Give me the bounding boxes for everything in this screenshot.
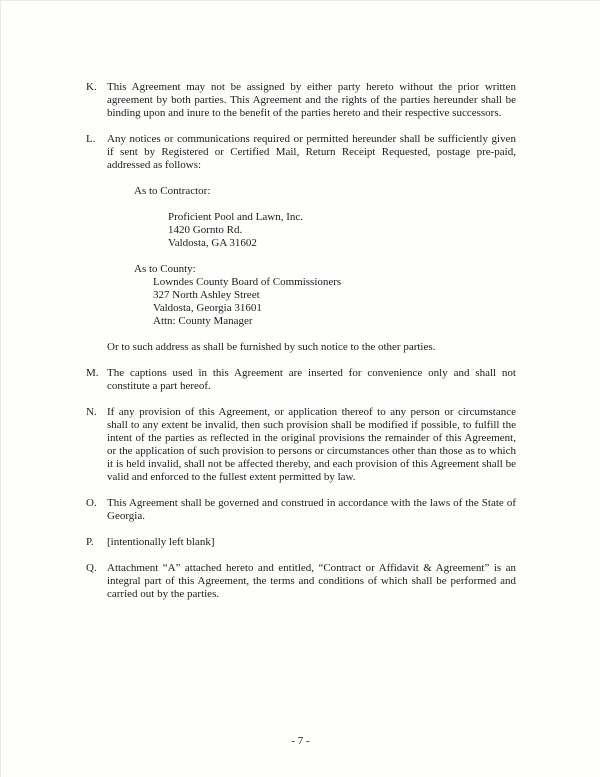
paragraph-q-label: Q.	[86, 562, 97, 574]
paragraph-o-text: This Agreement shall be governed and construed in accordance with the laws of the State of Georgia.	[107, 497, 516, 522]
contractor-address	[168, 211, 516, 250]
paragraph-l-text: Any notices or communications required or permitted hereunder shall be sufficiently given if sent by Registered or Certified Mail, Return Receipt Requested, postage pre-paid, addressed as follows:	[107, 133, 516, 171]
document-body	[86, 81, 516, 614]
county-heading: As to County:	[134, 263, 196, 275]
page-number: - 7 -	[291, 735, 310, 747]
paragraph-n-text: If any provision of this Agreement, or application thereof to any person or circumstance shall to any extent be invalid, then such provision shall be modified if possible, to fulfill the intent of the parties as reflected in the original provisions the remainder of this Agreement, or the application of such provision to persons or circumstances other than those as to which it is held invalid, shall not be affected thereby, and each provision of this Agreement shall be valid and enforced to the fullest extent permitted by law.	[107, 406, 516, 483]
county-address-line: Lowndes County Board of Commissioners	[153, 276, 342, 288]
paragraph-n-label: N.	[86, 406, 97, 418]
contractor-heading: As to Contractor:	[134, 185, 211, 197]
county-address	[153, 276, 516, 328]
paragraph-l-label: L.	[86, 133, 96, 145]
paragraph-m-label: M.	[86, 367, 99, 379]
paragraph-o-label: O.	[86, 497, 97, 509]
paragraph-l	[86, 133, 516, 354]
paragraph-l-closing: Or to such address as shall be furnished by such notice to the other parties.	[107, 341, 436, 353]
paragraph-q-text: Attachment “A” attached hereto and entitled, “Contract or Affidavit & Agreement” is an integral part of this Agreement, the terms and conditions of which shall be performed and carried out by the parties.	[107, 562, 516, 600]
county-address-line: 327 North Ashley Street	[153, 289, 260, 301]
paragraph-k-label: K.	[86, 81, 97, 93]
paragraph-m	[86, 367, 516, 393]
contractor-address-line: Proficient Pool and Lawn, Inc.	[168, 211, 304, 223]
paragraph-n	[86, 406, 516, 484]
paragraph-k	[86, 81, 516, 120]
paragraph-q	[86, 562, 516, 601]
paragraph-m-text: The captions used in this Agreement are inserted for convenience only and shall not constitute a part hereof.	[107, 367, 516, 392]
paragraph-p	[86, 536, 516, 549]
paragraph-o	[86, 497, 516, 523]
contractor-address-line: Valdosta, GA 31602	[168, 237, 257, 249]
county-address-line: Attn: County Manager	[153, 315, 253, 327]
paragraph-k-text: This Agreement may not be assigned by either party hereto without the prior written agreement by both parties. This Agreement and the rights of the parties hereunder shall be binding upon and inure to the benefit of the parties hereto and their respective successors.	[107, 81, 516, 119]
county-address-line: Valdosta, Georgia 31601	[153, 302, 262, 314]
contractor-address-line: 1420 Gornto Rd.	[168, 224, 243, 236]
paragraph-p-text: [intentionally left blank]	[107, 536, 215, 548]
paragraph-p-label: P.	[86, 536, 94, 548]
